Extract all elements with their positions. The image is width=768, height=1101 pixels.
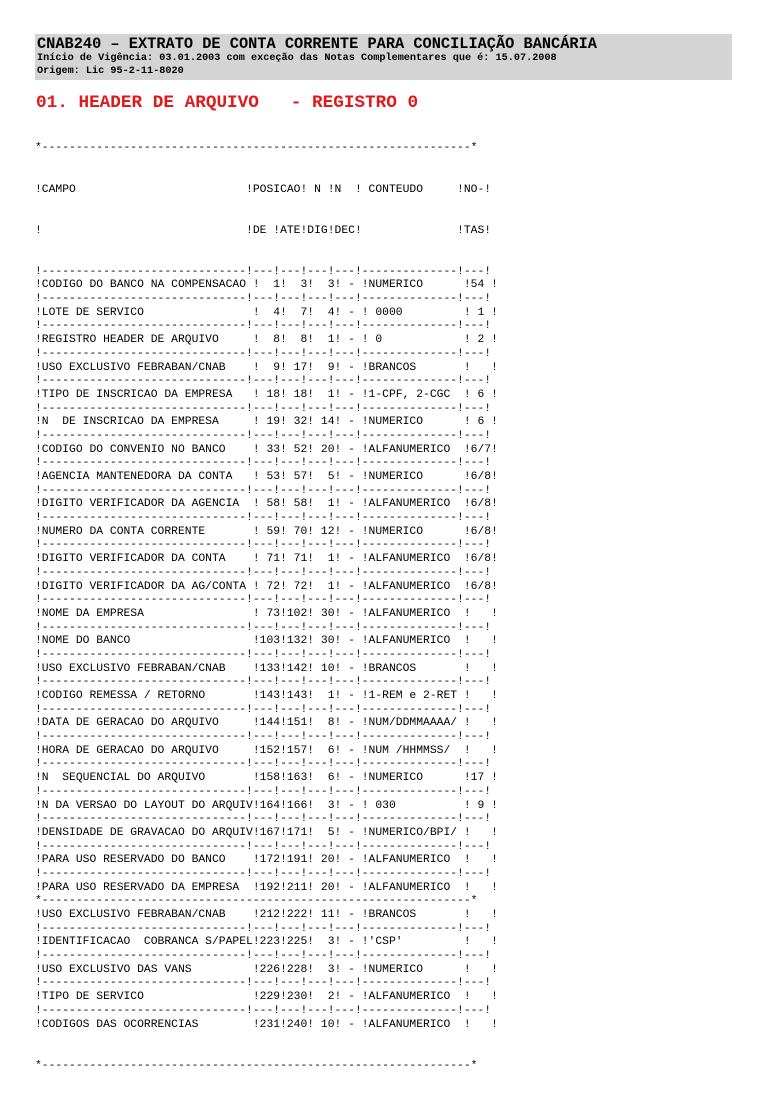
table-separator: !------------------------------!---!---!---!---!--------------!---! — [35, 293, 492, 306]
origin-line: Origem: Lic 95-2-11-8020 — [37, 66, 184, 77]
table-separator: !------------------------------!---!---!---!---!--------------!---! — [35, 1004, 492, 1017]
table-row: !USO EXCLUSIVO FEBRABAN/CNAB !212!222! 11! - !BRANCOS ! ! — [35, 909, 498, 921]
table-row: !USO EXCLUSIVO FEBRABAN/CNAB !133!142! 10! - !BRANCOS ! ! — [35, 662, 498, 675]
table-row: !REGISTRO HEADER DE ARQUIVO ! 8! 8! 1! - ! 0 ! 2 ! — [35, 334, 498, 347]
table-row: !NOME DO BANCO !103!132! 30! - !ALFANUMERICO ! ! — [35, 635, 498, 648]
table-row: !TIPO DE INSCRICAO DA EMPRESA ! 18! 18! 1! - !1-CPF, 2-CGC ! 6 ! — [35, 388, 498, 401]
table-row: !USO EXCLUSIVO FEBRABAN/CNAB ! 9! 17! 9! - !BRANCOS ! ! — [35, 361, 498, 374]
table-row: !AGENCIA MANTENEDORA DA CONTA ! 53! 57! 5! - !NUMERICO !6/8! — [35, 471, 498, 483]
table-separator: !------------------------------!---!---!---!---!--------------!---! — [35, 265, 492, 278]
table-separator: !------------------------------!---!---!---!---!--------------!---! — [35, 676, 492, 689]
table-row: !CODIGO DO CONVENIO NO BANCO ! 33! 52! 20! - !ALFANUMERICO !6/7! — [35, 443, 498, 456]
table-row: !PARA USO RESERVADO DA EMPRESA !192!211! 20! - !ALFANUMERICO ! ! — [35, 881, 498, 894]
table-row: !PARA USO RESERVADO DO BANCO !172!191! 20! - !ALFANUMERICO ! ! — [35, 854, 498, 867]
table-row: !USO EXCLUSIVO DAS VANS !226!228! 3! - !NUMERICO ! ! — [35, 963, 498, 976]
table-separator: !------------------------------!---!---!---!---!--------------!---! — [35, 484, 492, 497]
table-row: !IDENTIFICACAO COBRANCA S/PAPEL!223!225! 3! - !'CSP' ! ! — [35, 936, 498, 949]
validity-line: Início de Vigência: 03.01.2003 com exceção das Notas Complementares que é: 15.07.2008 — [37, 53, 557, 64]
table-header-row-1: !CAMPO !POSICAO! N !N ! CONTEUDO !NO-! — [35, 183, 492, 196]
section-title: 01. HEADER DE ARQUIVO - REGISTRO 0 — [36, 93, 419, 113]
table-separator: !------------------------------!---!---!---!---!--------------!---! — [35, 840, 492, 853]
table-separator: !------------------------------!---!---!---!---!--------------!---! — [35, 977, 492, 990]
table-row: !NUMERO DA CONTA CORRENTE ! 59! 70! 12! - !NUMERICO !6/8! — [35, 525, 498, 538]
table-separator: !------------------------------!---!---!---!---!--------------!---! — [35, 429, 492, 442]
table-body — [35, 266, 498, 1033]
document-header-banner — [35, 34, 732, 80]
table-separator: !------------------------------!---!---!---!---!--------------!---! — [35, 922, 492, 935]
table-row: !NOME DA EMPRESA ! 73!102! 30! - !ALFANUMERICO ! ! — [35, 607, 498, 620]
table-separator: !------------------------------!---!---!---!---!--------------!---! — [35, 648, 492, 661]
table-separator: !------------------------------!---!---!---!---!--------------!---! — [35, 347, 492, 360]
table-row: !DIGITO VERIFICADOR DA AG/CONTA ! 72! 72! 1! - !ALFANUMERICO !6/8! — [35, 580, 498, 593]
table-row: !TIPO DE SERVICO !229!230! 2! - !ALFANUMERICO ! ! — [35, 991, 498, 1004]
table-mid-border: *---------------------------------------------------------------* — [35, 895, 478, 908]
table-separator: !------------------------------!---!---!---!---!--------------!---! — [35, 621, 492, 634]
table-row: !CODIGO REMESSA / RETORNO !143!143! 1! - !1-REM e 2-RET ! ! — [35, 690, 498, 702]
table-row: !DENSIDADE DE GRAVACAO DO ARQUIV!167!171! 5! - !NUMERICO/BPI/ ! ! — [35, 826, 498, 839]
table-separator: !------------------------------!---!---!---!---!--------------!---! — [35, 950, 492, 963]
table-separator: !------------------------------!---!---!---!---!--------------!---! — [35, 813, 492, 826]
table-row: !N DA VERSAO DO LAYOUT DO ARQUIV!164!166! 3! - ! 030 ! 9 ! — [35, 799, 498, 812]
layout-table — [35, 115, 498, 1101]
table-separator: !------------------------------!---!---!---!---!--------------!---! — [35, 402, 492, 415]
table-separator: !------------------------------!---!---!---!---!--------------!---! — [35, 758, 492, 771]
table-separator: !------------------------------!---!---!---!---!--------------!---! — [35, 785, 492, 798]
table-row: !DATA DE GERACAO DO ARQUIVO !144!151! 8! - !NUM/DDMMAAAA/ ! ! — [35, 717, 498, 730]
table-row: !CODIGO DO BANCO NA COMPENSACAO ! 1! 3! 3! - !NUMERICO !54 ! — [35, 279, 498, 292]
table-header-row-2: ! !DE !ATE!DIG!DEC! !TAS! — [35, 224, 492, 237]
table-separator: !------------------------------!---!---!---!---!--------------!---! — [35, 512, 492, 525]
table-border-top: *---------------------------------------------------------------* — [35, 142, 478, 155]
table-separator: !------------------------------!---!---!---!---!--------------!---! — [35, 731, 492, 744]
table-border-bottom: *---------------------------------------------------------------* — [35, 1059, 478, 1072]
table-separator: !------------------------------!---!---!---!---!--------------!---! — [35, 457, 492, 470]
table-row: !N DE INSCRICAO DA EMPRESA ! 19! 32! 14! - !NUMERICO ! 6 ! — [35, 416, 498, 429]
table-row: !HORA DE GERACAO DO ARQUIVO !152!157! 6! - !NUM /HHMMSS/ ! ! — [35, 744, 498, 757]
table-row: !N SEQUENCIAL DO ARQUIVO !158!163! 6! - !NUMERICO !17 ! — [35, 772, 498, 785]
table-separator: !------------------------------!---!---!---!---!--------------!---! — [35, 867, 492, 880]
table-row: !DIGITO VERIFICADOR DA CONTA ! 71! 71! 1! - !ALFANUMERICO !6/8! — [35, 553, 498, 566]
table-separator: !------------------------------!---!---!---!---!--------------!---! — [35, 566, 492, 579]
document-title: CNAB240 – EXTRATO DE CONTA CORRENTE PARA CONCILIAÇÃO BANCÁRIA — [37, 35, 597, 53]
table-separator: !------------------------------!---!---!---!---!--------------!---! — [35, 594, 492, 607]
table-separator: !------------------------------!---!---!---!---!--------------!---! — [35, 320, 492, 333]
table-row: !DIGITO VERIFICADOR DA AGENCIA ! 58! 58! 1! - !ALFANUMERICO !6/8! — [35, 498, 498, 511]
table-separator: !------------------------------!---!---!---!---!--------------!---! — [35, 375, 492, 388]
table-row: !LOTE DE SERVICO ! 4! 7! 4! - ! 0000 ! 1 ! — [35, 306, 498, 319]
table-separator: !------------------------------!---!---!---!---!--------------!---! — [35, 539, 492, 552]
table-row: !CODIGOS DAS OCORRENCIAS !231!240! 10! - !ALFANUMERICO ! ! — [35, 1018, 498, 1031]
table-separator: !------------------------------!---!---!---!---!--------------!---! — [35, 703, 492, 716]
